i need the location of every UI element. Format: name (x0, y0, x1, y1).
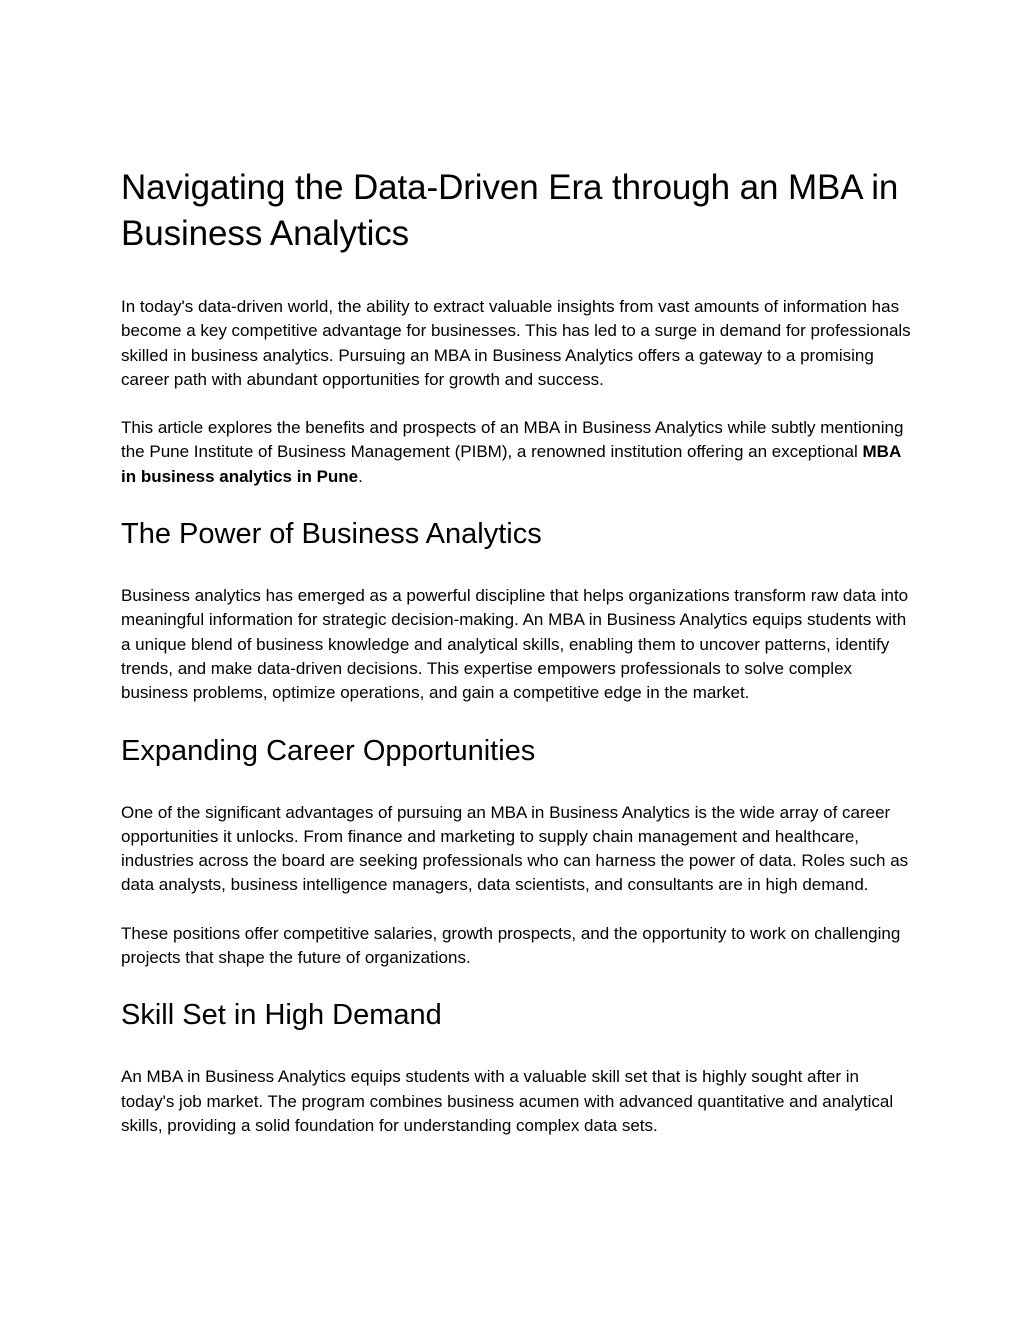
intro-paragraph-2 (121, 416, 911, 489)
document-page (121, 165, 911, 1138)
section-career-paragraph-1: One of the significant advantages of pursuing an MBA in Business Analytics is the wide array of career opportunities it unlocks. From finance and marketing to supply chain management and healthcare, industries across the board are seeking professionals who can harness the power of data. Roles such as data analysts, business intelligence managers, data scientists, and consultants are in high demand. (121, 802, 909, 895)
section-heading-career: Expanding Career Opportunities (121, 734, 536, 767)
intro-paragraph-2-bold: MBA in business analytics in Pune (121, 442, 901, 486)
intro-paragraph-1: In today's data-driven world, the ability to extract valuable insights from vast amounts of information has become a key competitive advantage for businesses. This has led to a surge in demand for professionals skilled in business analytics. Pursuing an MBA in Business Analytics offers a gateway to a promising career path with abundant opportunities for growth and success. (121, 297, 911, 389)
section-power-paragraph-1: Business analytics has emerged as a powerful discipline that helps organizations transform raw data into meaningful information for strategic decision-making. An MBA in Business Analytics equips students with a unique blend of business knowledge and analytical skills, enabling them to uncover patterns, identify trends, and make data-driven decisions. This expertise empowers professionals to solve complex business problems, optimize operations, and gain a competitive edge in the market. (121, 586, 909, 703)
section-skills-paragraph-1: An MBA in Business Analytics equips students with a valuable skill set that is highly sought after in today's job market. The program combines business acumen with advanced quantitative and analytical skills, providing a solid foundation for understanding complex data sets. (121, 1067, 894, 1135)
section-heading-skills: Skill Set in High Demand (121, 999, 442, 1032)
intro-paragraph-2-text: This article explores the benefits and prospects of an MBA in Business Analytics while subtly mentioning the Pune Institute of Business Management (PIBM), a renowned institution offering an exceptional (121, 418, 904, 462)
section-heading-power: The Power of Business Analytics (121, 518, 542, 551)
document-title: Navigating the Data-Driven Era through an MBA in Business Analytics (121, 168, 899, 253)
section-career-paragraph-2: These positions offer competitive salaries, growth prospects, and the opportunity to work on challenging projects that shape the future of organizations. (121, 923, 901, 968)
intro-paragraph-2-end: . (358, 466, 363, 486)
